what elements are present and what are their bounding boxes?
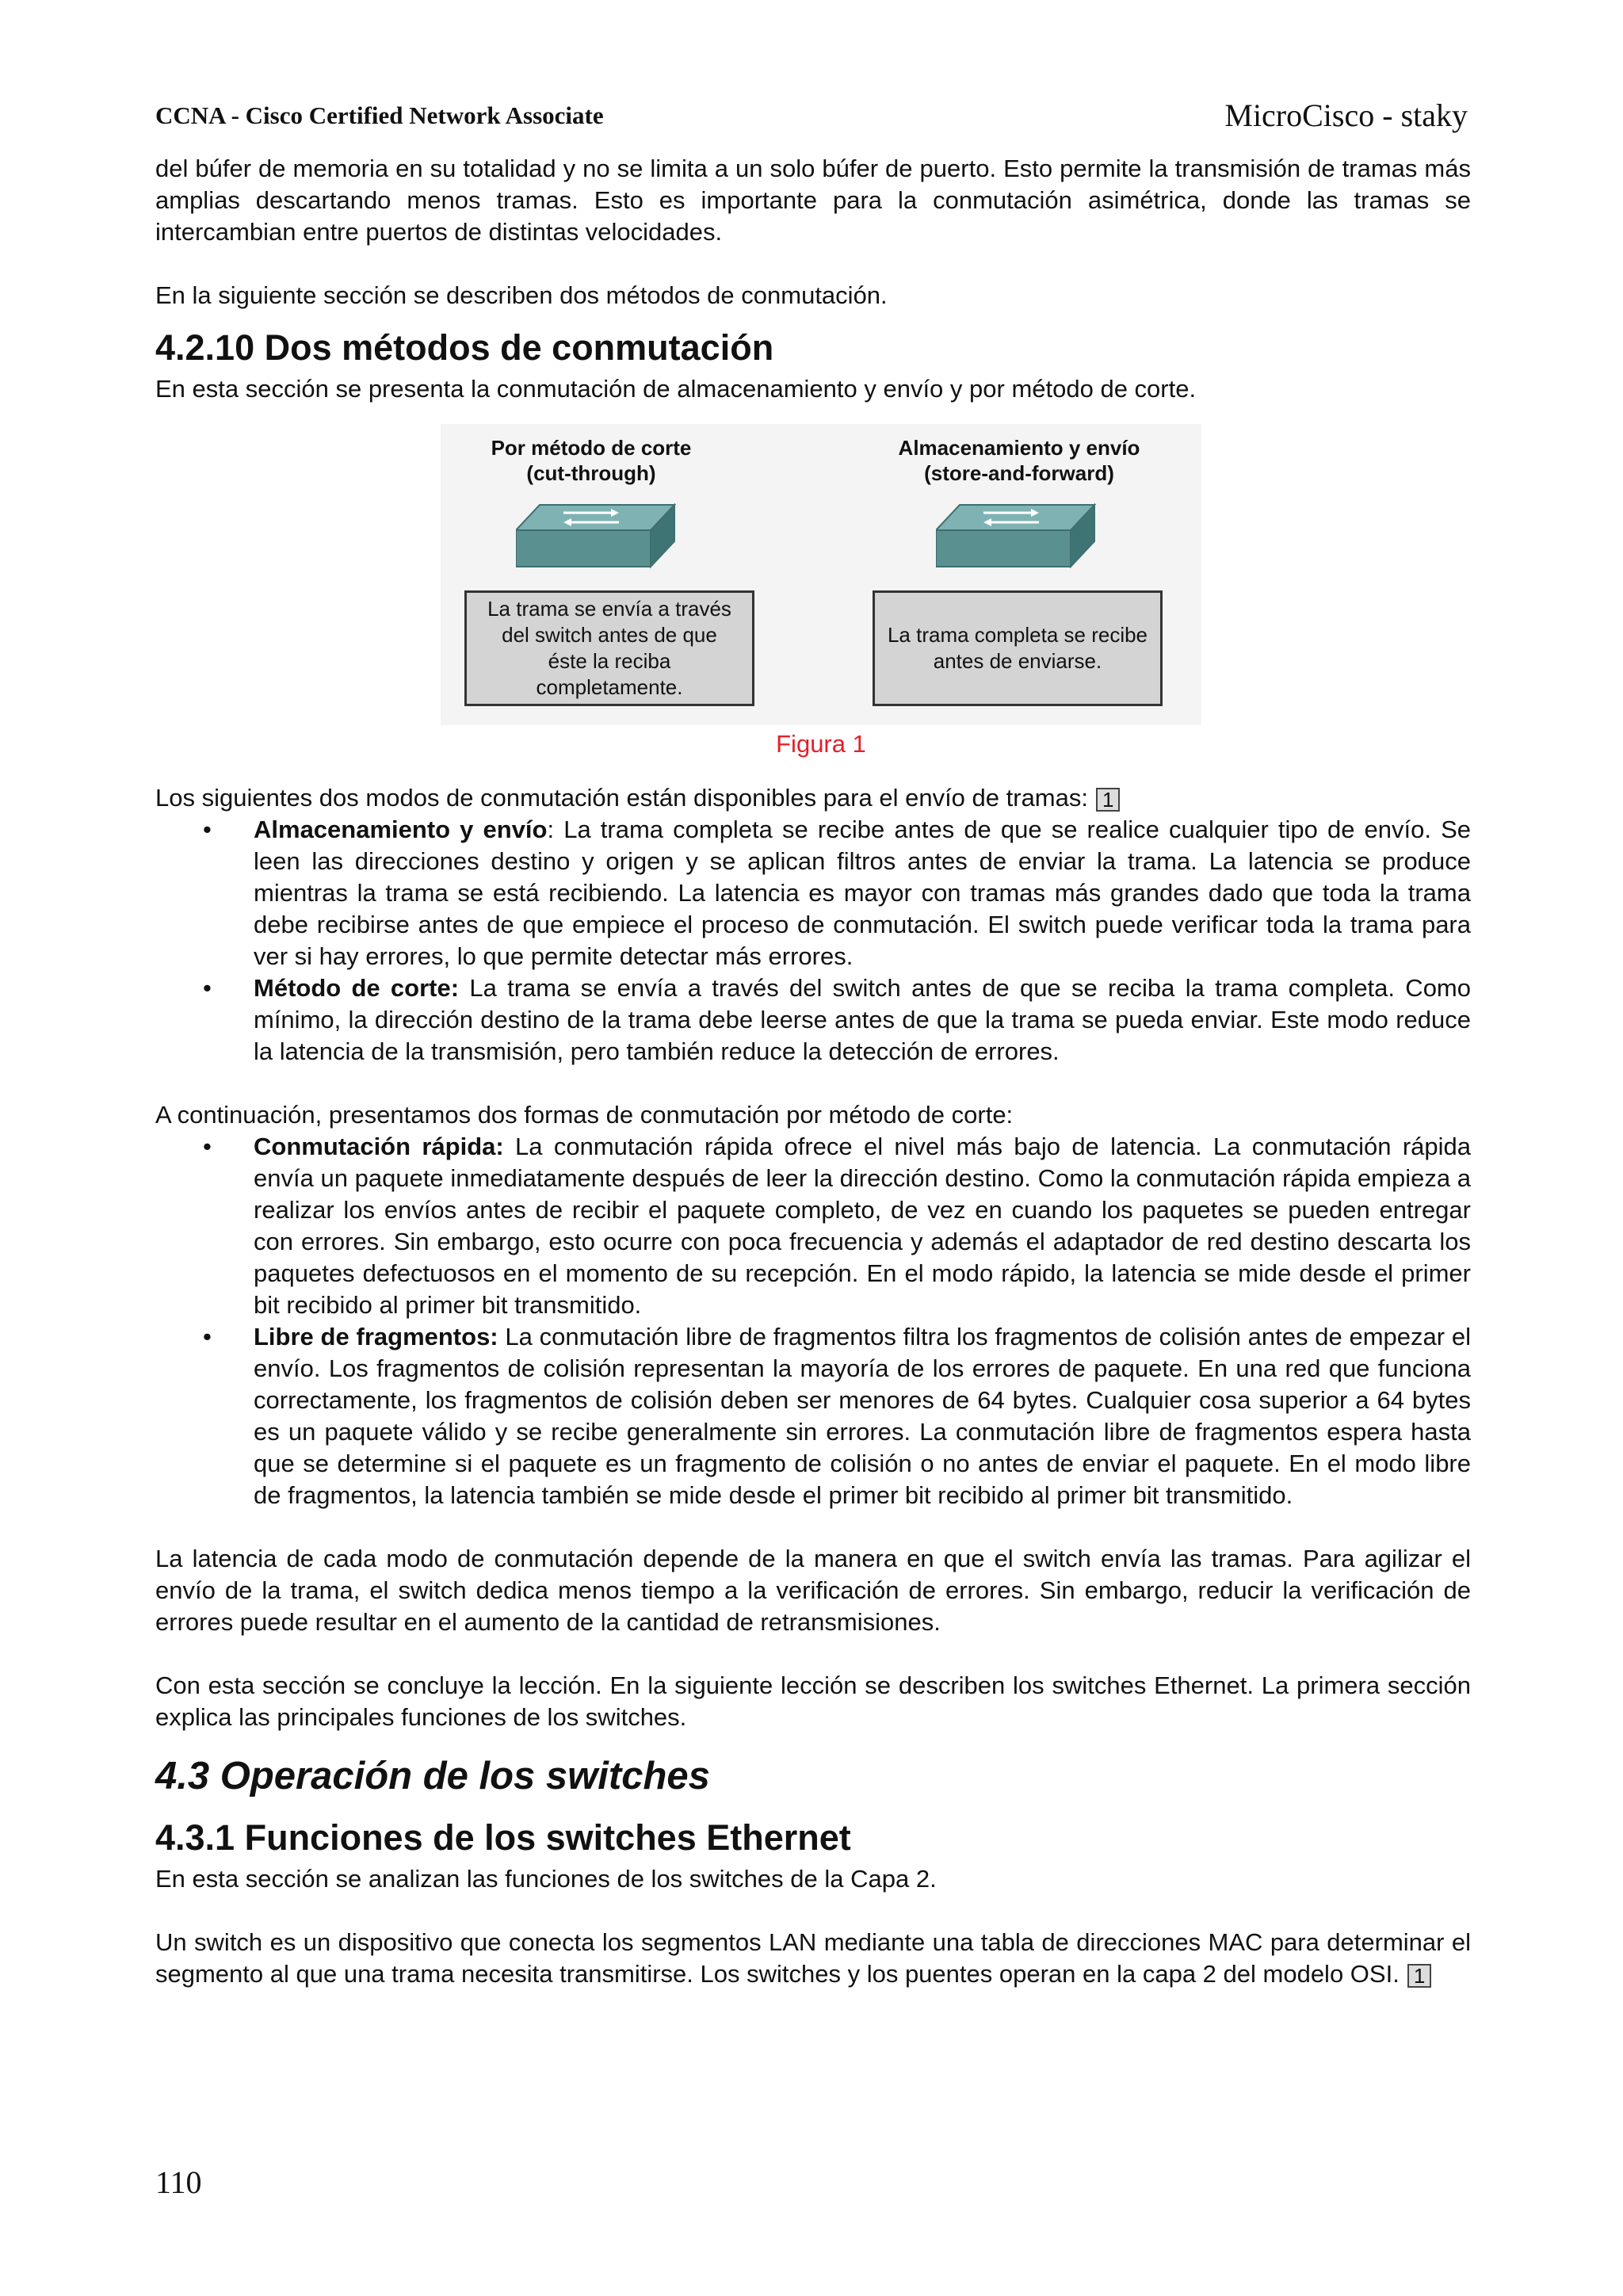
figure-reference-link[interactable]: 1: [1407, 1964, 1431, 1988]
paragraph: En esta sección se presenta la conmutación de almacenamiento y envío y por método de corte.: [155, 375, 1197, 403]
list-item-text: La conmutación libre de fragmentos filtra los fragmentos de colisión antes de empezar el envío. Los fragmentos de colisión representan la mayoría de los errores de paquete. En una red que funciona correctamente, los fragmentos de colisión deben ser menores de 64 bytes. Cualquier cosa superior a 64 bytes es un paquete válido y se recibe generalmente sin errores. La conmutación libre de fragmentos espera hasta que se determine si el paquete es un fragmento de colisión o no antes de enviar el paquete. En el modo libre de fragmentos, la latencia también se mide desde el primer bit recibido al primer bit transmitido.: [254, 1323, 1471, 1509]
bullet: •: [203, 974, 212, 1002]
list-item-text: La conmutación rápida ofrece el nivel más bajo de latencia. La conmutación rápida envía un paquete inmediatamente después de leer la dirección destino. Como la conmutación rápida empieza a realizar los envíos antes de recibir el paquete completo, de vez en cuando los paquetes se pueden entregar con errores. Sin embargo, esto ocurre con poca frecuencia y además el adaptador de red destino descarta los paquetes defectuosos en el momento de su recepción. En el modo rápido, la latencia se mide desde el primer bit recibido al primer bit transmitido.: [254, 1133, 1471, 1319]
figure-caption: Figura 1: [776, 730, 866, 758]
paragraph: En la siguiente sección se describen dos métodos de conmutación.: [155, 281, 888, 309]
list-item: [155, 972, 1471, 1068]
figure-left-title: [441, 435, 742, 486]
running-header-title: CCNA - Cisco Certified Network Associate: [155, 101, 604, 129]
section-heading-4-3: 4.3 Operación de los switches: [155, 1755, 710, 1797]
figure-left-description-line: del switch antes de que: [502, 623, 717, 647]
list-item: [155, 1321, 1471, 1511]
list-item-term: Método de corte:: [254, 974, 460, 1002]
switch-icon: [516, 497, 690, 576]
paragraph: [155, 782, 1471, 814]
page-number: 110: [155, 2164, 202, 2200]
figure-left-title-line: Por método de corte: [491, 436, 692, 460]
section-heading-4-3-1: 4.3.1 Funciones de los switches Ethernet: [155, 1817, 851, 1858]
figure-reference-link[interactable]: 1: [1096, 788, 1120, 812]
section-heading-4-2-10: 4.2.10 Dos métodos de conmutación: [155, 327, 774, 368]
figure-right-description-line: La trama completa se recibe: [887, 623, 1148, 647]
figure-right-description: [873, 590, 1163, 706]
figure-right-title: [869, 435, 1170, 486]
running-header-author: MicroCisco - staky: [1224, 97, 1468, 133]
paragraph: [155, 1927, 1471, 1990]
figure-switching-methods: [441, 424, 1201, 725]
figure-right-title-line: Almacenamiento y envío: [898, 436, 1140, 460]
list-item-term: Libre de fragmentos:: [254, 1323, 498, 1350]
paragraph-text: Un switch es un dispositivo que conecta los segmentos LAN mediante una tabla de direcciones MAC para determinar el segmento al que una trama necesita transmitirse. Los switches y los puentes operan en la capa 2 del modelo OSI.: [155, 1928, 1471, 1988]
paragraph: A continuación, presentamos dos formas de conmutación por método de corte:: [155, 1101, 1014, 1129]
list-item: [155, 1131, 1471, 1321]
list-item-term: Almacenamiento y envío: [254, 816, 548, 843]
paragraph-text: Los siguientes dos modos de conmutación están disponibles para el envío de tramas:: [155, 784, 1088, 812]
paragraph: del búfer de memoria en su totalidad y no se limita a un solo búfer de puerto. Esto permite la transmisión de tramas más amplias descartando menos tramas. Esto es importante para la conmutación asimétrica, donde las tramas se intercambian entre puertos de distintas velocidades.: [155, 155, 1471, 246]
bullet: •: [203, 1133, 212, 1160]
paragraph: La latencia de cada modo de conmutación depende de la manera en que el switch envía las tramas. Para agilizar el envío de la trama, el switch dedica menos tiempo a la verificación de errores. Sin embargo, reducir la verificación de errores puede resultar en el aumento de la cantidad de retransmisiones.: [155, 1545, 1471, 1636]
figure-left-description-line: éste la reciba: [548, 649, 671, 673]
bullet: •: [203, 1323, 212, 1350]
figure-left-description-line: completamente.: [536, 675, 683, 699]
paragraph: En esta sección se analizan las funciones de los switches de la Capa 2.: [155, 1865, 937, 1893]
page-body: [155, 153, 1471, 1990]
list-item-term: Conmutación rápida:: [254, 1133, 504, 1160]
figure-left-description-line: La trama se envía a través: [487, 597, 731, 621]
switch-icon: [936, 497, 1110, 576]
list-item: [155, 814, 1471, 972]
figure-left-description: [464, 590, 754, 706]
bullet: •: [203, 816, 212, 843]
list-item-text: La trama completa se recibe antes de que se realice cualquier tipo de envío. Se leen las direcciones destino y origen y se aplican filtros antes de enviar la trama. La latencia se produce mientras la trama se está recibiendo. La latencia es mayor con tramas más grandes dado que toda la trama debe recibirse antes de que empiece el proceso de conmutación. El switch puede verificar toda la trama para ver si hay errores, lo que permite detectar más errores.: [254, 816, 1471, 970]
list-item-sep: :: [547, 816, 555, 843]
figure-left-title-line: (cut-through): [526, 461, 656, 485]
paragraph: Con esta sección se concluye la lección. En la siguiente lección se describen los switches Ethernet. La primera sección explica las principales funciones de los switches.: [155, 1671, 1471, 1731]
list-item-text: La trama se envía a través del switch antes de que se reciba la trama completa. Como mínimo, la dirección destino de la trama debe leerse antes de que la trama se pueda enviar. Este modo reduce la latencia de la transmisión, pero también reduce la detección de errores.: [254, 974, 1471, 1065]
cut-through-forms-list: [155, 1131, 1471, 1511]
figure-right-title-line: (store-and-forward): [924, 461, 1114, 485]
switching-modes-list: [155, 814, 1471, 1068]
figure-right-description-line: antes de enviarse.: [933, 649, 1102, 673]
